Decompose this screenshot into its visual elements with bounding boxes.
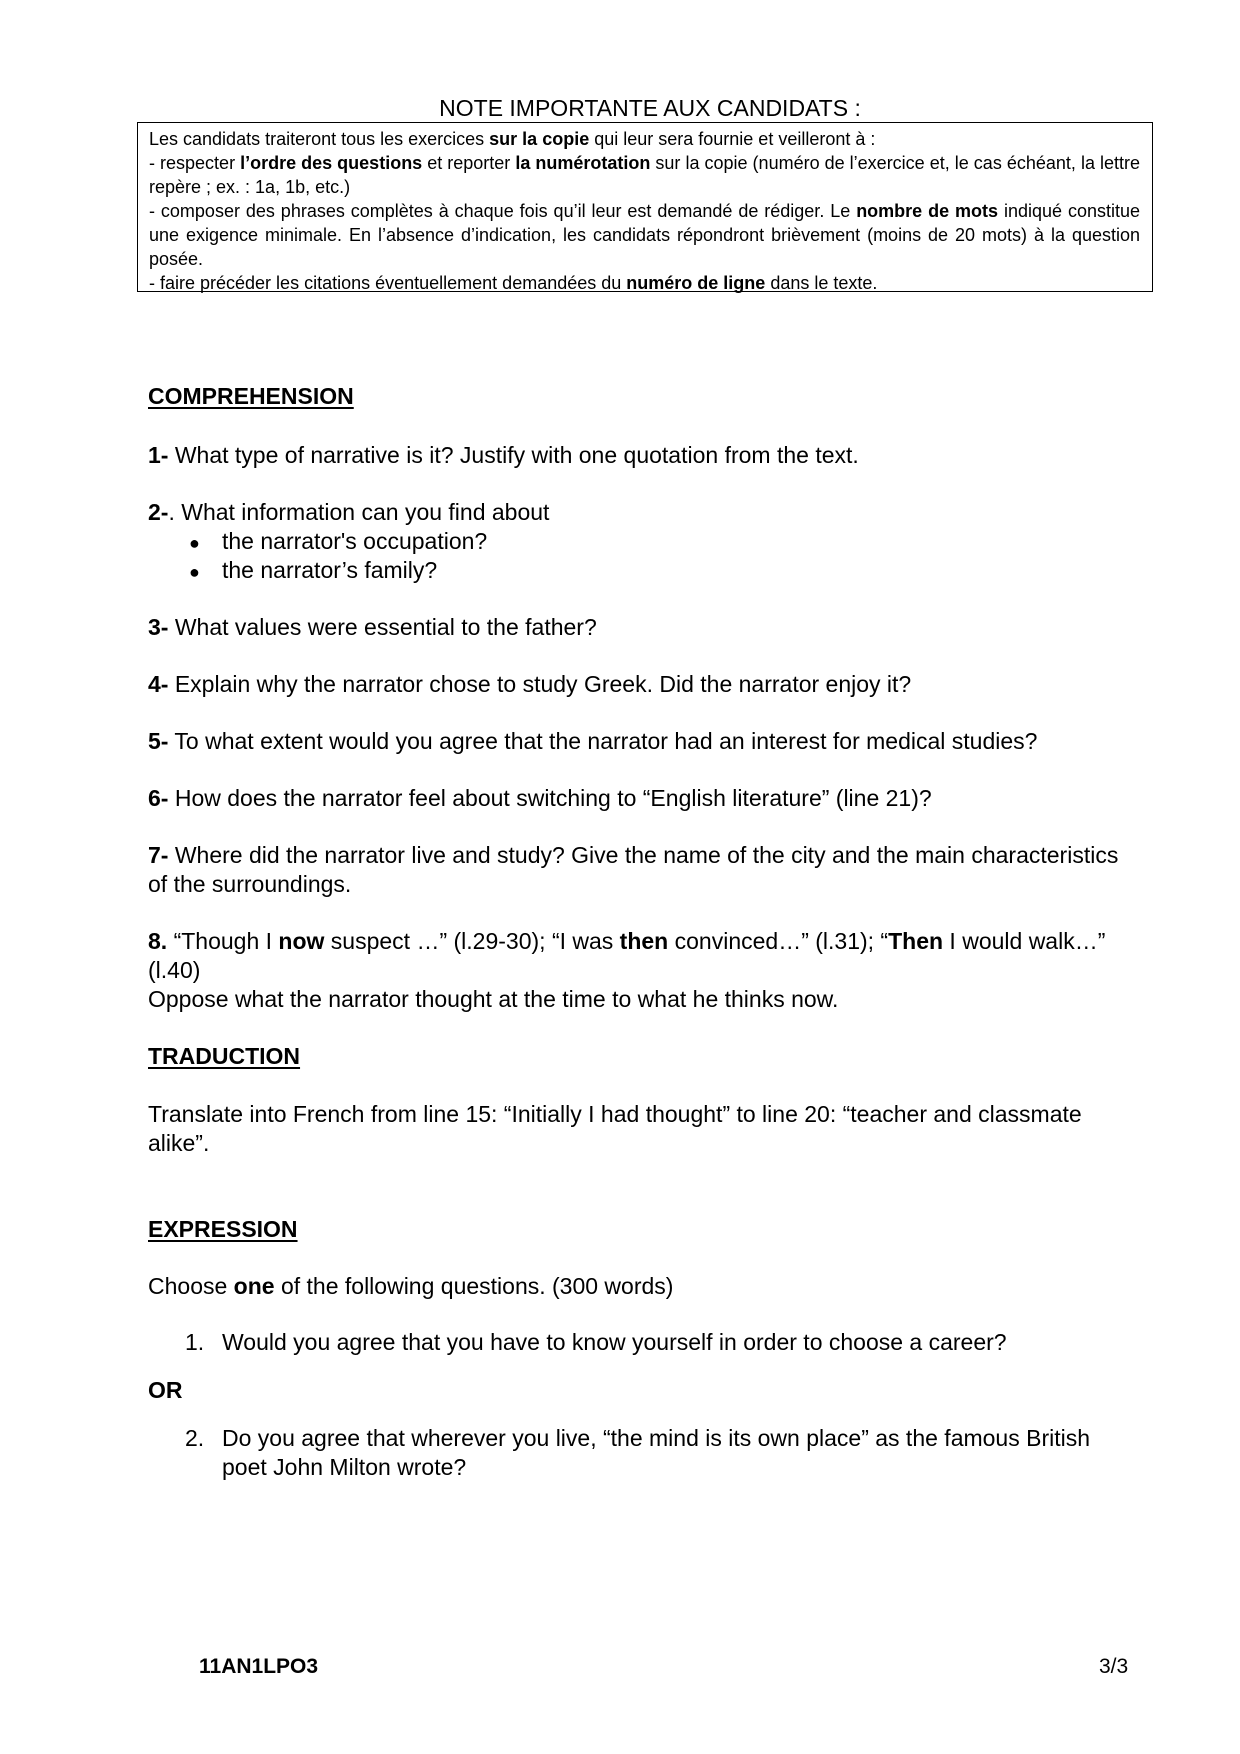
notice-line-2: - respecter l’ordre des questions et reporter la numérotation sur la copie (numéro de l’exercice et, le cas échéant, la lettre repère ; ex. : 1a, 1b, etc.) xyxy=(149,153,1140,197)
expression-option-2: 2. Do you agree that wherever you live, “the mind is its own place” as the famous British poet John Milton wrote? xyxy=(185,1425,1091,1480)
notice-line-3: - composer des phrases complètes à chaque fois qu’il leur est demandé de rédiger. Le nombre de mots indiqué constitue une exigence minimale. En l’absence d’indication, les candidats répondront brièvement (moins de 20 mots) à la question posée. xyxy=(149,201,1140,269)
question-5: 5- To what extent would you agree that the narrator had an interest for medical studies? xyxy=(148,728,1038,754)
traduction-text: Translate into French from line 15: “Initially I had thought” to line 20: “teacher and classmate alike”. xyxy=(148,1101,1082,1156)
notice-line-4: - faire précéder les citations éventuellement demandées du numéro de ligne dans le texte. xyxy=(149,273,878,293)
expression-intro: Choose one of the following questions. (300 words) xyxy=(148,1273,674,1299)
bullet-icon: ● xyxy=(189,562,200,582)
question-4: 4- Explain why the narrator chose to study Greek. Did the narrator enjoy it? xyxy=(148,671,912,697)
question-8: 8. “Though I now suspect …” (l.29-30); “I was then convinced…” (l.31); “Then I would walk…” (l.40) xyxy=(148,928,1106,983)
bullet-item: ● the narrator's occupation? xyxy=(189,527,487,558)
expression-option-1: 1. Would you agree that you have to know yourself in order to choose a career? xyxy=(185,1329,1007,1355)
question-2: 2-. What information can you find about xyxy=(148,499,550,525)
comprehension-heading: COMPREHENSION xyxy=(148,383,354,409)
question-7: 7- Where did the narrator live and study? Give the name of the city and the main characteristics of the surroundings. xyxy=(148,842,1119,897)
question-3: 3- What values were essential to the father? xyxy=(148,614,597,640)
bullet-item: ● the narrator’s family? xyxy=(189,556,437,587)
question-1: 1- What type of narrative is it? Justify with one quotation from the text. xyxy=(148,442,859,468)
question-6: 6- How does the narrator feel about switching to “English literature” (line 21)? xyxy=(148,785,932,811)
document-code: 11AN1LPO3 xyxy=(199,1655,319,1678)
or-separator: OR xyxy=(148,1377,183,1403)
traduction-heading: TRADUCTION xyxy=(148,1043,301,1069)
page-number: 3/3 xyxy=(1099,1655,1129,1678)
notice-line-1: Les candidats traiteront tous les exercices sur la copie qui leur sera fournie et veilleront à : xyxy=(149,129,876,149)
notice-title: NOTE IMPORTANTE AUX CANDIDATS : xyxy=(439,95,861,121)
notice-box xyxy=(137,122,1153,292)
expression-heading: EXPRESSION xyxy=(148,1216,298,1242)
bullet-icon: ● xyxy=(189,533,200,553)
question-8-instruction: Oppose what the narrator thought at the time to what he thinks now. xyxy=(148,986,839,1012)
